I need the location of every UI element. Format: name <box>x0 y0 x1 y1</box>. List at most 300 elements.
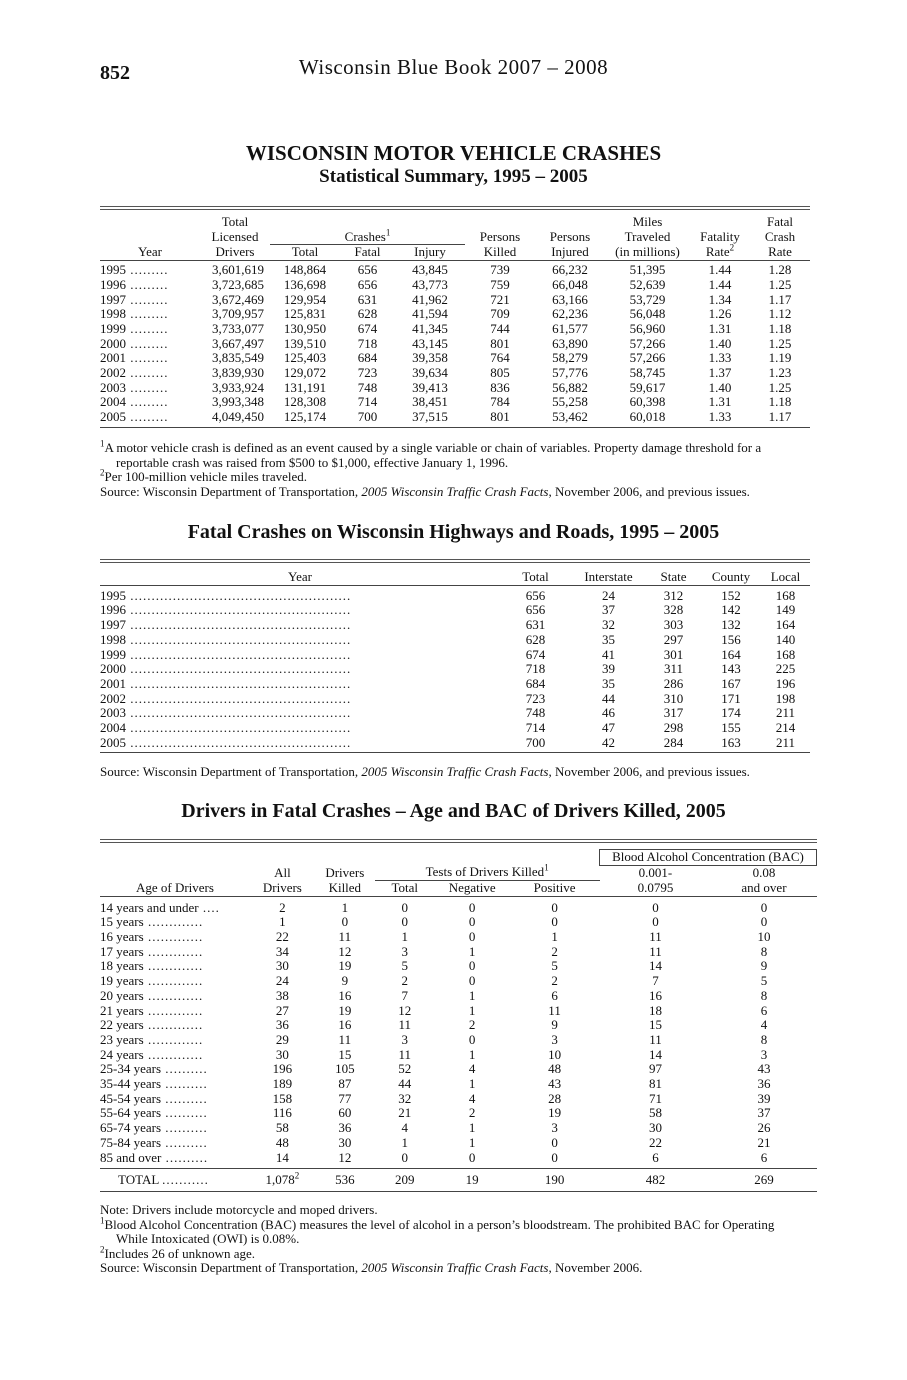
row-cell: 3 <box>401 1031 408 1047</box>
hdr-injured-1: Persons <box>549 229 591 245</box>
row-cell: 164 <box>721 646 741 662</box>
row-cell: 684 <box>357 350 378 366</box>
row-cell: 24 <box>602 587 615 603</box>
row-cell: 312 <box>663 587 684 603</box>
row-cell: 6 <box>760 1149 768 1165</box>
age-label: 75-84 years <box>100 1135 162 1150</box>
table-row <box>100 1048 817 1063</box>
row-cell: 77 <box>338 1090 352 1106</box>
hdr-fatality-2: Rate$^2$ <box>705 243 735 260</box>
table1-notes <box>100 438 820 499</box>
row-cell: 43,145 <box>412 335 448 351</box>
hdr-local: Local <box>770 569 801 584</box>
row-cell: 48 <box>548 1061 562 1077</box>
age-label: 19 years <box>100 974 144 989</box>
row-cell: 4,049,450 <box>212 409 264 425</box>
row-year: 2005 .................................................... <box>100 735 352 750</box>
table-row <box>100 721 810 736</box>
row-cell: 37 <box>602 602 615 618</box>
row-cell: 1.31 <box>708 394 732 410</box>
row-cell: 21 <box>398 1105 412 1121</box>
table-row <box>100 1136 817 1151</box>
row-cell: 12 <box>398 1002 412 1018</box>
table-row <box>100 1018 817 1033</box>
row-cell: 801 <box>490 409 510 425</box>
table-row <box>100 896 817 915</box>
table2-top-rule <box>100 559 810 563</box>
row-cell: 1 <box>468 943 476 959</box>
row-age: 22 years ............. <box>100 1018 204 1033</box>
table-row <box>100 915 817 930</box>
row-cell: 1.18 <box>768 394 792 410</box>
row-cell: 6 <box>551 987 558 1003</box>
row-year: 1995 ......... <box>100 262 169 278</box>
row-cell: 1 <box>279 914 286 930</box>
row-cell: 3,723,685 <box>212 276 264 292</box>
row-cell: 171 <box>721 690 741 706</box>
row-cell: 8 <box>760 987 768 1003</box>
row-cell: 168 <box>775 587 796 603</box>
row-cell: 297 <box>663 631 684 647</box>
row-cell: 718 <box>357 335 378 351</box>
total-bac-low: 482 <box>645 1171 666 1187</box>
row-cell: 1.19 <box>768 350 792 366</box>
row-cell: 0 <box>468 1031 476 1047</box>
row-cell: 58 <box>648 1105 662 1121</box>
table-row <box>100 736 810 753</box>
row-age: 23 years ............. <box>100 1032 204 1047</box>
row-cell: 16 <box>338 1017 352 1033</box>
row-cell: 196 <box>272 1061 293 1077</box>
hdr-bac-high-2: and over <box>741 879 787 895</box>
row-cell: 5 <box>551 958 558 974</box>
age-label: 45-54 years <box>100 1091 162 1106</box>
row-year: 2002 .................................................... <box>100 691 352 706</box>
row-cell: 3,839,930 <box>212 365 264 381</box>
hdr-crashes-group: Crashes$^1$ <box>270 230 465 245</box>
row-cell: 51,395 <box>629 262 666 278</box>
row-cell: 225 <box>775 661 796 677</box>
row-cell: 36 <box>338 1120 352 1136</box>
row-cell: 66,048 <box>552 276 588 292</box>
age-label: 18 years <box>100 959 144 974</box>
table3-notes <box>100 1203 820 1276</box>
row-cell: 4 <box>468 1061 476 1077</box>
row-cell: 18 <box>648 1002 662 1018</box>
row-cell: 286 <box>663 675 684 691</box>
table-row <box>100 1077 817 1092</box>
total-total: 209 <box>394 1171 415 1187</box>
table-row <box>100 1151 817 1169</box>
row-cell: 3,835,549 <box>212 350 264 366</box>
hdr-miles-3: (in millions) <box>615 244 680 260</box>
row-age: 17 years ............. <box>100 944 204 959</box>
row-cell: 42 <box>602 734 615 750</box>
row-cell: 0 <box>652 899 659 915</box>
row-cell: 739 <box>490 262 510 278</box>
row-cell: 1 <box>551 929 558 945</box>
row-cell: 656 <box>357 276 378 292</box>
row-cell: 310 <box>663 690 684 706</box>
row-cell: 311 <box>663 661 684 677</box>
row-cell: 656 <box>357 262 378 278</box>
year-label: 2001 <box>100 350 126 366</box>
row-cell: 60 <box>338 1105 352 1121</box>
hdr-bac-low-1: 0.001- <box>638 864 673 880</box>
row-cell: 1.25 <box>768 335 792 351</box>
table-row <box>100 930 817 945</box>
table2-source: Source: Wisconsin Department of Transportation, 2005 Wisconsin Traffic Crash Facts, November 2006, and previous issues. <box>100 764 750 779</box>
row-year: 1997 .................................................... <box>100 618 352 633</box>
row-cell: 656 <box>525 602 546 618</box>
table3-source: Source: Wisconsin Department of Transportation, 2005 Wisconsin Traffic Crash Facts, November 2006. <box>100 1260 643 1275</box>
row-cell: 11 <box>338 929 352 945</box>
row-cell: 63,166 <box>552 291 588 307</box>
table-row <box>100 989 817 1004</box>
year-label: 2002 <box>100 691 126 706</box>
table-row <box>100 1092 817 1107</box>
table1-subtitle: Statistical Summary, 1995 – 2005 <box>319 166 588 187</box>
row-cell: 19 <box>338 1002 352 1018</box>
row-cell: 26 <box>757 1120 771 1136</box>
row-cell: 3 <box>401 943 408 959</box>
row-cell: 0 <box>551 1149 558 1165</box>
table2-title: Fatal Crashes on Wisconsin Highways and Roads, 1995 – 2005 <box>187 521 720 543</box>
row-cell: 129,954 <box>283 291 327 307</box>
row-cell: 30 <box>275 958 289 974</box>
row-cell: 1.17 <box>768 291 792 307</box>
row-cell: 163 <box>721 734 741 750</box>
row-cell: 784 <box>490 394 510 410</box>
age-label: 16 years <box>100 930 144 945</box>
row-cell: 714 <box>525 720 546 736</box>
row-cell: 55,258 <box>552 394 588 410</box>
row-cell: 87 <box>338 1076 352 1092</box>
row-cell: 14 <box>648 958 662 974</box>
row-cell: 1.28 <box>768 262 792 278</box>
row-cell: 1 <box>468 1076 476 1092</box>
row-cell: 674 <box>357 320 378 336</box>
year-label: 2002 <box>100 365 126 381</box>
row-cell: 35 <box>602 631 615 647</box>
row-year: 1995 .................................................... <box>100 587 352 603</box>
hdr-killed-2: Killed <box>328 879 362 895</box>
hdr-bac-low-2: 0.0795 <box>637 879 674 895</box>
row-cell: 748 <box>525 705 546 721</box>
row-cell: 6 <box>760 1002 768 1018</box>
row-cell: 1.12 <box>768 306 792 322</box>
row-year: 1999 .................................................... <box>100 647 352 662</box>
row-cell: 631 <box>525 617 546 633</box>
hdr-fcr-1: Fatal <box>767 214 793 229</box>
row-cell: 0 <box>401 899 408 915</box>
row-cell: 748 <box>357 379 378 395</box>
row-cell: 805 <box>490 365 510 381</box>
row-cell: 10 <box>548 1046 562 1062</box>
row-year: 2004 ......... <box>100 394 169 410</box>
table1-title: WISCONSIN MOTOR VEHICLE CRASHES <box>245 141 662 165</box>
row-cell: 11 <box>548 1002 561 1018</box>
row-cell: 38 <box>275 987 289 1003</box>
table-row <box>100 278 810 293</box>
row-cell: 37 <box>757 1105 771 1121</box>
table3 <box>100 849 817 1192</box>
table-row <box>100 585 810 603</box>
hdr-age: Age of Drivers <box>135 879 214 895</box>
row-cell: 43,845 <box>412 262 448 278</box>
total-negative: 19 <box>465 1171 479 1187</box>
row-cell: 125,831 <box>283 306 327 322</box>
row-cell: 189 <box>272 1076 293 1092</box>
row-cell: 164 <box>775 617 796 633</box>
row-cell: 1 <box>468 1120 476 1136</box>
year-label: 1995 <box>100 587 126 603</box>
row-cell: 700 <box>525 734 546 750</box>
row-cell: 2 <box>551 973 558 989</box>
age-label: 35-44 years <box>100 1077 162 1092</box>
row-cell: 41,962 <box>412 291 448 307</box>
total-bac-high: 269 <box>754 1171 774 1187</box>
row-cell: 97 <box>648 1061 662 1077</box>
row-cell: 58,745 <box>629 365 666 381</box>
hdr-county: County <box>711 569 751 584</box>
row-cell: 0 <box>551 899 558 915</box>
table-row <box>100 261 810 278</box>
year-label: 1996 <box>100 276 126 292</box>
total-label: TOTAL ........... <box>118 1172 209 1188</box>
row-year: 1997 ......... <box>100 291 169 307</box>
row-cell: 140 <box>775 631 796 647</box>
row-cell: 721 <box>490 291 510 307</box>
row-year: 2001 .................................................... <box>100 676 352 691</box>
year-label: 1999 <box>100 647 126 662</box>
table1-note-1: $^1$A motor vehicle crash is defined as an event caused by a single variable or chain of variables. Property damage threshold for a <box>100 438 762 455</box>
row-cell: 1.44 <box>708 276 732 292</box>
row-cell: 298 <box>663 720 684 736</box>
row-cell: 47 <box>602 720 615 736</box>
row-cell: 152 <box>721 587 741 603</box>
hdr-all-2: Drivers <box>262 879 302 895</box>
row-cell: 1.40 <box>708 379 732 395</box>
row-cell: 10 <box>757 929 771 945</box>
row-cell: 39 <box>602 661 615 677</box>
row-cell: 0 <box>468 973 476 989</box>
table2 <box>100 570 810 753</box>
row-cell: 631 <box>357 291 378 307</box>
table3-note-1-cont: While Intoxicated (OWI) is 0.08%. <box>116 1231 300 1246</box>
row-cell: 3,993,348 <box>212 394 264 410</box>
table-row <box>100 307 810 322</box>
row-cell: 8 <box>760 943 768 959</box>
running-head: Wisconsin Blue Book 2007 – 2008 <box>298 55 609 79</box>
row-cell: 3,933,924 <box>212 379 264 395</box>
row-cell: 764 <box>490 350 510 366</box>
row-cell: 12 <box>338 1149 352 1165</box>
row-cell: 81 <box>648 1076 662 1092</box>
table-row <box>100 692 810 707</box>
row-cell: 116 <box>272 1105 292 1121</box>
row-cell: 9 <box>551 1017 558 1033</box>
table-row <box>100 974 817 989</box>
row-cell: 1 <box>401 929 408 945</box>
row-cell: 30 <box>338 1134 352 1150</box>
row-cell: 28 <box>548 1090 562 1106</box>
age-label: 85 and over <box>100 1150 162 1165</box>
row-cell: 39,413 <box>412 379 448 395</box>
table1-top-rule <box>100 206 810 210</box>
total-all: 1,078$^2$ <box>265 1170 300 1187</box>
row-cell: 0 <box>551 914 558 930</box>
row-age: 85 and over .......... <box>100 1150 209 1165</box>
row-cell: 1.18 <box>768 320 792 336</box>
row-year: 1996 ......... <box>100 276 169 292</box>
table1 <box>100 215 810 428</box>
row-cell: 60,398 <box>629 394 666 410</box>
row-cell: 43 <box>548 1076 562 1092</box>
age-label: 24 years <box>100 1047 144 1062</box>
row-cell: 155 <box>721 720 741 736</box>
row-cell: 1 <box>468 1002 476 1018</box>
row-cell: 1.33 <box>708 350 732 366</box>
hdr-licensed-2: Licensed <box>211 229 259 245</box>
age-label: 21 years <box>100 1003 144 1018</box>
year-label: 2000 <box>100 335 126 351</box>
row-cell: 196 <box>775 675 796 691</box>
row-cell: 63,890 <box>552 335 588 351</box>
row-cell: 628 <box>357 306 378 322</box>
row-cell: 1.23 <box>768 365 792 381</box>
row-cell: 1.33 <box>708 409 732 425</box>
age-label: 25-34 years <box>100 1062 162 1077</box>
hdr-killed-1: Persons <box>479 229 521 245</box>
row-cell: 759 <box>490 276 510 292</box>
row-age: 21 years ............. <box>100 1003 204 1018</box>
row-age: 14 years and under .... <box>100 899 220 915</box>
row-cell: 6 <box>652 1149 659 1165</box>
row-cell: 149 <box>775 602 796 618</box>
table-row <box>100 662 810 677</box>
total-killed: 536 <box>335 1171 355 1187</box>
row-cell: 32 <box>602 617 615 633</box>
table-row <box>100 395 810 410</box>
hdr-fatality-1: Fatality <box>700 229 740 245</box>
row-cell: 35 <box>602 675 615 691</box>
row-cell: 39,634 <box>412 365 448 381</box>
row-cell: 8 <box>760 1031 768 1047</box>
row-cell: 7 <box>401 987 408 1003</box>
row-cell: 1.37 <box>708 365 732 381</box>
row-cell: 4 <box>468 1090 476 1106</box>
row-cell: 148,864 <box>283 262 327 278</box>
row-cell: 41,594 <box>412 306 448 322</box>
row-cell: 34 <box>275 943 289 959</box>
row-cell: 211 <box>775 734 796 750</box>
row-cell: 105 <box>335 1061 355 1077</box>
row-age: 19 years ............. <box>100 974 204 989</box>
row-cell: 11 <box>649 1031 662 1047</box>
row-cell: 211 <box>775 705 796 721</box>
row-cell: 156 <box>721 631 741 647</box>
row-cell: 143 <box>721 661 741 677</box>
row-year: 2002 ......... <box>100 365 169 381</box>
total-row <box>100 1169 817 1192</box>
row-cell: 2 <box>401 973 408 989</box>
age-label: 14 years and under <box>100 899 199 915</box>
row-cell: 11 <box>398 1017 411 1033</box>
table-row <box>100 1106 817 1121</box>
row-cell: 41,345 <box>412 320 448 336</box>
row-cell: 168 <box>775 646 796 662</box>
row-cell: 198 <box>775 690 796 706</box>
row-cell: 301 <box>663 646 684 662</box>
table-row <box>100 366 810 381</box>
row-cell: 801 <box>490 335 510 351</box>
table-row <box>100 1033 817 1048</box>
row-cell: 1 <box>468 1134 476 1150</box>
row-cell: 1 <box>468 987 476 1003</box>
row-cell: 3,601,619 <box>212 262 264 278</box>
row-cell: 21 <box>757 1134 771 1150</box>
table-row <box>100 633 810 648</box>
age-label: 22 years <box>100 1018 144 1033</box>
row-cell: 29 <box>275 1031 289 1047</box>
age-label: 20 years <box>100 988 144 1003</box>
table-row <box>100 322 810 337</box>
hdr-year: Year <box>288 569 312 584</box>
row-cell: 2 <box>468 1105 476 1121</box>
year-label: 2001 <box>100 676 126 691</box>
row-cell: 48 <box>275 1134 289 1150</box>
row-cell: 3 <box>551 1120 558 1136</box>
row-cell: 328 <box>663 602 684 618</box>
row-cell: 700 <box>357 409 378 425</box>
row-cell: 3,709,957 <box>212 306 264 322</box>
year-label: 1995 <box>100 262 126 278</box>
row-cell: 61,577 <box>552 320 588 336</box>
row-year: 1998 ......... <box>100 306 169 322</box>
row-cell: 718 <box>525 661 546 677</box>
row-cell: 142 <box>721 602 741 618</box>
row-cell: 3 <box>551 1031 558 1047</box>
row-cell: 139,510 <box>283 335 327 351</box>
row-cell: 0 <box>401 914 408 930</box>
table-row <box>100 618 810 633</box>
total-positive: 190 <box>544 1171 565 1187</box>
row-cell: 44 <box>398 1076 412 1092</box>
row-cell: 0 <box>760 899 768 915</box>
hdr-bac-group: Blood Alcohol Concentration (BAC) <box>600 850 817 866</box>
row-cell: 125,174 <box>283 409 327 425</box>
year-label: 2000 <box>100 662 126 677</box>
row-age: 65-74 years .......... <box>100 1121 208 1136</box>
row-cell: 46 <box>602 705 615 721</box>
row-year: 2001 ......... <box>100 350 169 366</box>
row-cell: 723 <box>525 690 546 706</box>
row-year: 2004 .................................................... <box>100 721 352 736</box>
row-cell: 53,462 <box>552 409 588 425</box>
year-label: 1997 <box>100 291 126 307</box>
hdr-total: Total <box>522 569 549 584</box>
row-cell: 24 <box>275 973 289 989</box>
row-cell: 66,232 <box>552 262 588 278</box>
row-cell: 60,018 <box>629 409 666 425</box>
row-cell: 0 <box>468 1149 476 1165</box>
row-cell: 684 <box>525 675 546 691</box>
hdr-all-1: All <box>274 864 291 880</box>
table-row <box>100 1062 817 1077</box>
row-cell: 4 <box>760 1017 768 1033</box>
row-year: 2003 .................................................... <box>100 706 352 721</box>
